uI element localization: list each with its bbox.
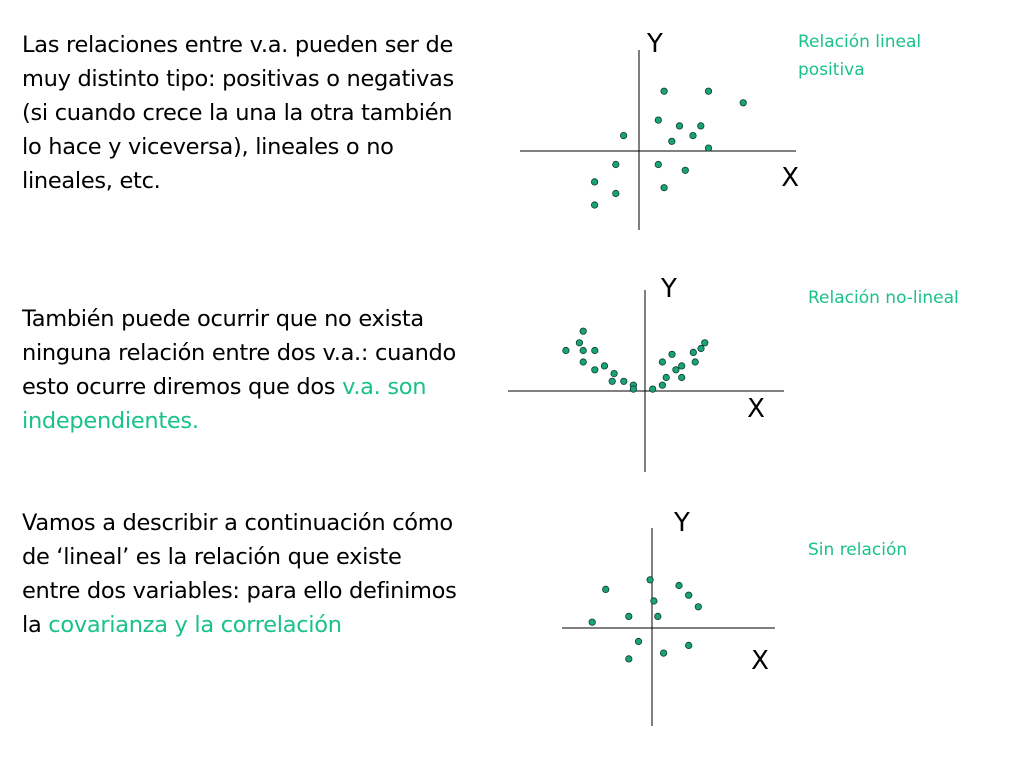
y-axis-label: Y bbox=[661, 274, 677, 304]
data-point bbox=[609, 378, 615, 384]
data-point bbox=[659, 382, 665, 388]
chart-title-linear: Relación lineal positiva bbox=[798, 32, 922, 80]
data-point bbox=[620, 132, 626, 138]
data-point bbox=[705, 88, 711, 94]
data-point bbox=[613, 190, 619, 196]
data-point bbox=[591, 202, 597, 208]
x-axis-label: X bbox=[781, 163, 799, 193]
highlight-covarianza-correlacion: covarianza y la correlación bbox=[48, 612, 342, 638]
data-point bbox=[679, 374, 685, 380]
y-axis-label: Y bbox=[647, 29, 663, 59]
data-point bbox=[740, 100, 746, 106]
data-point bbox=[692, 359, 698, 365]
data-point bbox=[682, 167, 688, 173]
paragraph-text: Las relaciones entre v.a. pueden ser de muy distinto tipo: positivas o negativas (si cuando crece la una la otra también lo hace y viceversa), lineales o no lineales, etc. bbox=[22, 32, 454, 194]
paragraph-relaciones-tipos bbox=[22, 28, 462, 198]
data-point bbox=[651, 598, 657, 604]
data-point bbox=[679, 363, 685, 369]
data-point bbox=[611, 370, 617, 376]
data-point bbox=[621, 378, 627, 384]
data-point bbox=[659, 359, 665, 365]
data-point bbox=[630, 386, 636, 392]
data-point bbox=[635, 638, 641, 644]
paragraph-text: También puede ocurrir que no exista ninguna relación entre dos v.a.: cuando esto ocurre diremos que dos bbox=[22, 306, 456, 400]
data-point bbox=[576, 340, 582, 346]
x-axis-label: X bbox=[751, 646, 769, 676]
data-point bbox=[690, 349, 696, 355]
data-point bbox=[702, 340, 708, 346]
data-point bbox=[695, 604, 701, 610]
data-point bbox=[690, 132, 696, 138]
data-point bbox=[661, 185, 667, 191]
data-point bbox=[626, 613, 632, 619]
data-point bbox=[676, 582, 682, 588]
paragraph-independencia bbox=[22, 302, 462, 438]
data-point bbox=[655, 613, 661, 619]
data-point bbox=[647, 577, 653, 583]
data-point bbox=[580, 359, 586, 365]
data-point bbox=[580, 328, 586, 334]
data-point bbox=[580, 347, 586, 353]
paragraph-covarianza bbox=[22, 506, 462, 642]
chart-title-nonlinear: Relación no-lineal bbox=[808, 288, 959, 308]
data-point bbox=[660, 650, 666, 656]
data-point bbox=[673, 367, 679, 373]
data-point bbox=[655, 161, 661, 167]
data-point bbox=[603, 586, 609, 592]
data-point bbox=[705, 145, 711, 151]
data-point bbox=[613, 161, 619, 167]
data-point bbox=[655, 117, 661, 123]
chart-title-no-relation: Sin relación bbox=[808, 540, 908, 560]
data-point bbox=[589, 619, 595, 625]
data-point bbox=[592, 347, 598, 353]
paragraph-text: Vamos a describir a continuación cómo de ‘lineal’ es la relación que existe entre dos variables: para ello definimos la bbox=[22, 510, 457, 638]
scatter-nonlinear bbox=[508, 265, 788, 475]
data-point bbox=[661, 88, 667, 94]
highlight-independientes: v.a. son independientes. bbox=[22, 374, 427, 434]
data-point bbox=[698, 345, 704, 351]
data-point bbox=[626, 656, 632, 662]
data-point bbox=[592, 367, 598, 373]
data-point bbox=[563, 347, 569, 353]
data-point bbox=[686, 642, 692, 648]
data-point bbox=[698, 123, 704, 129]
data-point bbox=[676, 123, 682, 129]
scatter-no-relation bbox=[560, 500, 790, 730]
data-point bbox=[591, 179, 597, 185]
scatter-linear-positive bbox=[520, 20, 800, 235]
data-point bbox=[669, 138, 675, 144]
x-axis-label: X bbox=[747, 394, 765, 424]
data-point bbox=[650, 386, 656, 392]
data-point bbox=[663, 374, 669, 380]
y-axis-label: Y bbox=[674, 508, 690, 538]
data-point bbox=[686, 592, 692, 598]
data-point bbox=[669, 351, 675, 357]
data-point bbox=[601, 363, 607, 369]
